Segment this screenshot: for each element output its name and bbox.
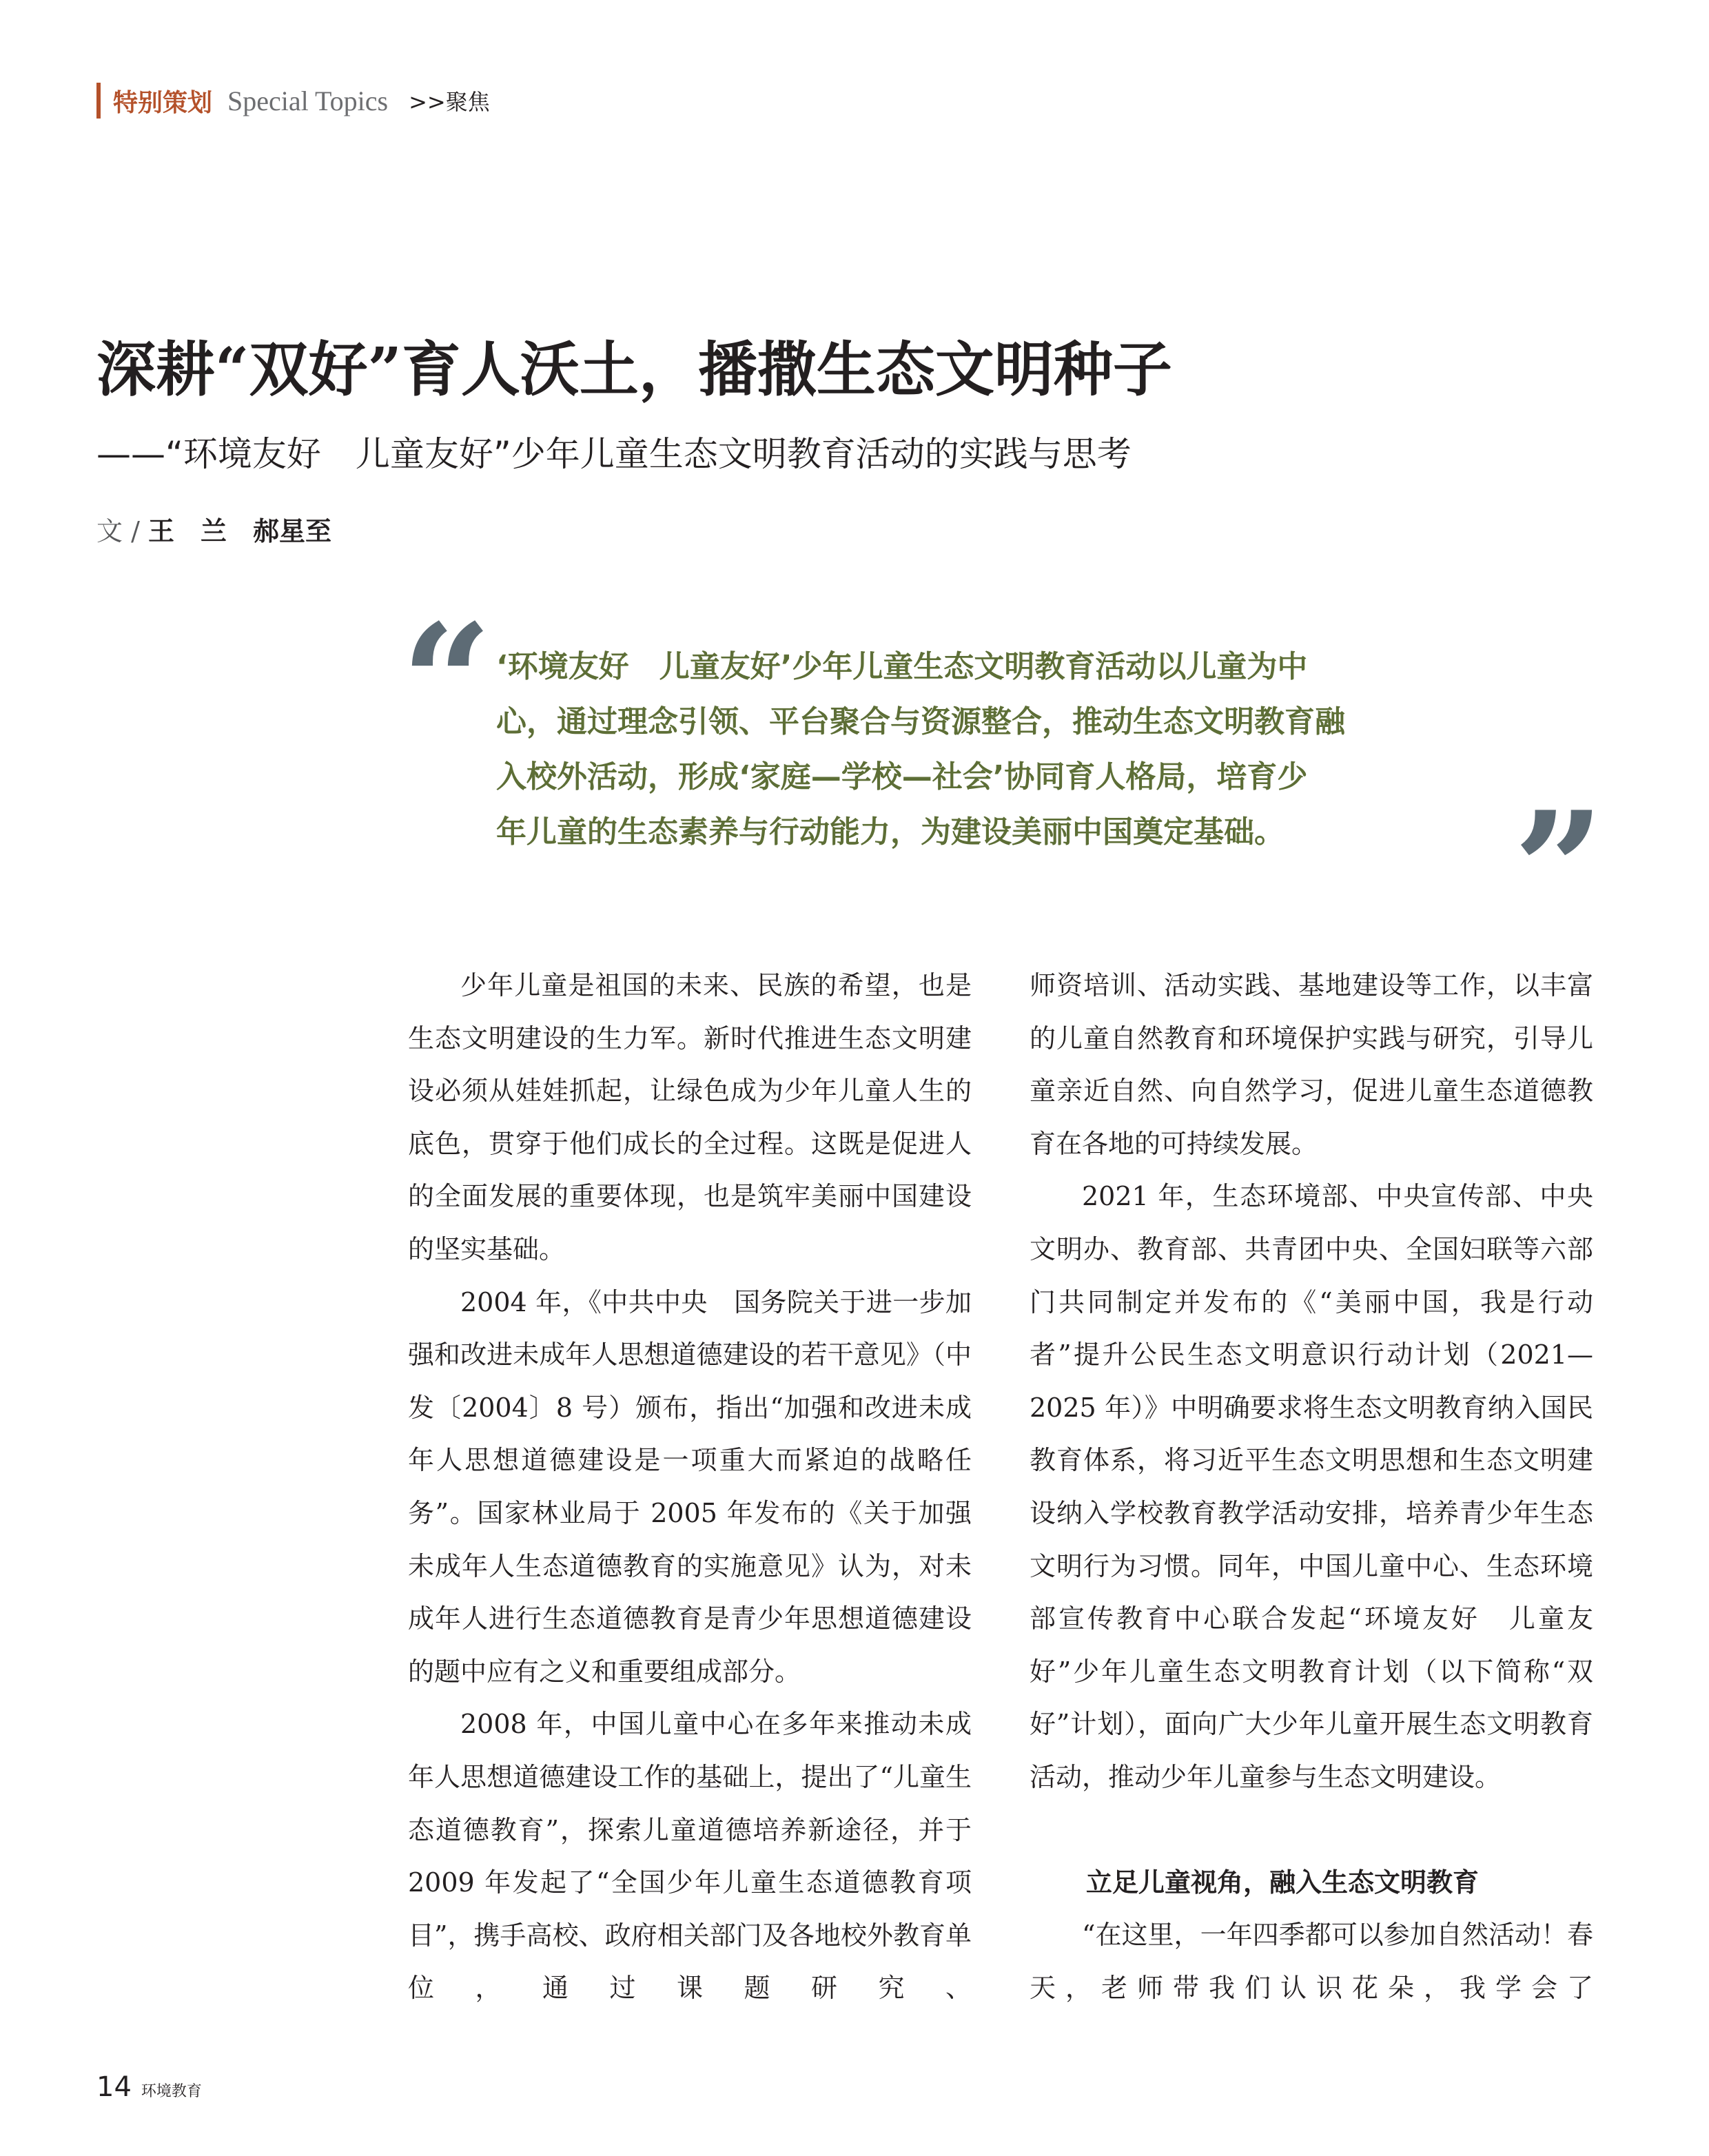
focus-label: >>聚焦 [409,89,490,115]
byline-prefix: 文 / [96,516,148,546]
body-column-right [1030,959,1593,2014]
article-title: 深耕“双好”育人沃土，播撒生态文明种子 [96,335,1172,404]
pull-quote: ‘环境友好 儿童友好’少年儿童生态文明教育活动以儿童为中 心，通过理念引领、平台聚合与资源整合，推动生态文明教育融 入校外活动，形成‘家庭—学校—社会’协同育人格局，培育少 年儿童的生态素养与行动能力，为建设美丽中国奠定基础。 [496,649,1345,850]
header-accent-bar [96,83,101,119]
section-label-en: Special Topics [227,85,389,116]
article-subtitle: ——“环境友好 儿童友好”少年儿童生态文明教育活动的实践与思考 [96,434,1132,474]
open-quote-icon: “ [401,590,493,776]
section-heading: 立足儿童视角，融入生态文明教育 [1086,1867,1480,1898]
body-column-left [408,959,972,2015]
close-quote-icon: ” [1513,777,1605,963]
body-paragraph: 少年儿童是祖国的未来、民族的希望，也是生态文明建设的生力军。新时代推进生态文明建设必须从娃娃抓起，让绿色成为少年儿童人生的底色，贯穿于他们成长的全过程。这既是促进人的全面发展的重要体现，也是筑牢美丽中国建设的坚实基础。 [408,970,972,1264]
running-header [96,81,490,120]
body-paragraph: 2004 年，《中共中央 国务院关于进一步加强和改进未成年人思想道德建设的若干意见》（中发〔2004〕8 号）颁布，指出“加强和改进未成年人思想道德建设是一项重大而紧迫的战略任务”。国家林业局于 2005 年发布的《关于加强未成年人生态道德教育的实施意见》认为，对未成年人进行生态道德教育是青少年思想道德建设的题中应有之义和重要组成部分。 [408,1286,972,1687]
page-number: 14 [96,2071,132,2103]
body-paragraph: 师资培训、活动实践、基地建设等工作，以丰富的儿童自然教育和环境保护实践与研究，引导儿童亲近自然、向自然学习，促进儿童生态道德教育在各地的可持续发展。 [1030,970,1593,1159]
journal-name: 环境教育 [141,2083,202,2100]
page-footer [96,2071,202,2103]
byline [96,514,331,549]
byline-authors: 王 兰 郝星至 [147,516,331,546]
body-paragraph: 2021 年，生态环境部、中央宣传部、中央文明办、教育部、共青团中央、全国妇联等六部门共同制定并发布的《“美丽中国，我是行动者”提升公民生态文明意识行动计划（2021—2025 年）》中明确要求将生态文明教育纳入国民教育体系，将习近平生态文明思想和生态文明建设纳入学校教育教学活动安排，培养青少年生态文明行为习惯。同年，中国儿童中心、生态环境部宣传教育中心联合发起“环境友好 儿童友好”少年儿童生态文明教育计划（以下简称“双好”计划），面向广大少年儿童开展生态文明教育活动，推动少年儿童参与生态文明建设。 [1030,1181,1593,1792]
body-paragraph: 2008 年，中国儿童中心在多年来推动未成年人思想道德建设工作的基础上，提出了“儿童生态道德教育”，探索儿童道德培养新途径，并于 2009 年发起了“全国少年儿童生态道德教育项目”，携手高校、政府相关部门及各地校外教育单位，通过课题研究、 [408,1709,972,2004]
body-paragraph: “在这里，一年四季都可以参加自然活动！春天，老师带我们认识花朵，我学会了 [1030,1920,1593,2003]
section-label-cn: 特别策划 [113,88,213,117]
